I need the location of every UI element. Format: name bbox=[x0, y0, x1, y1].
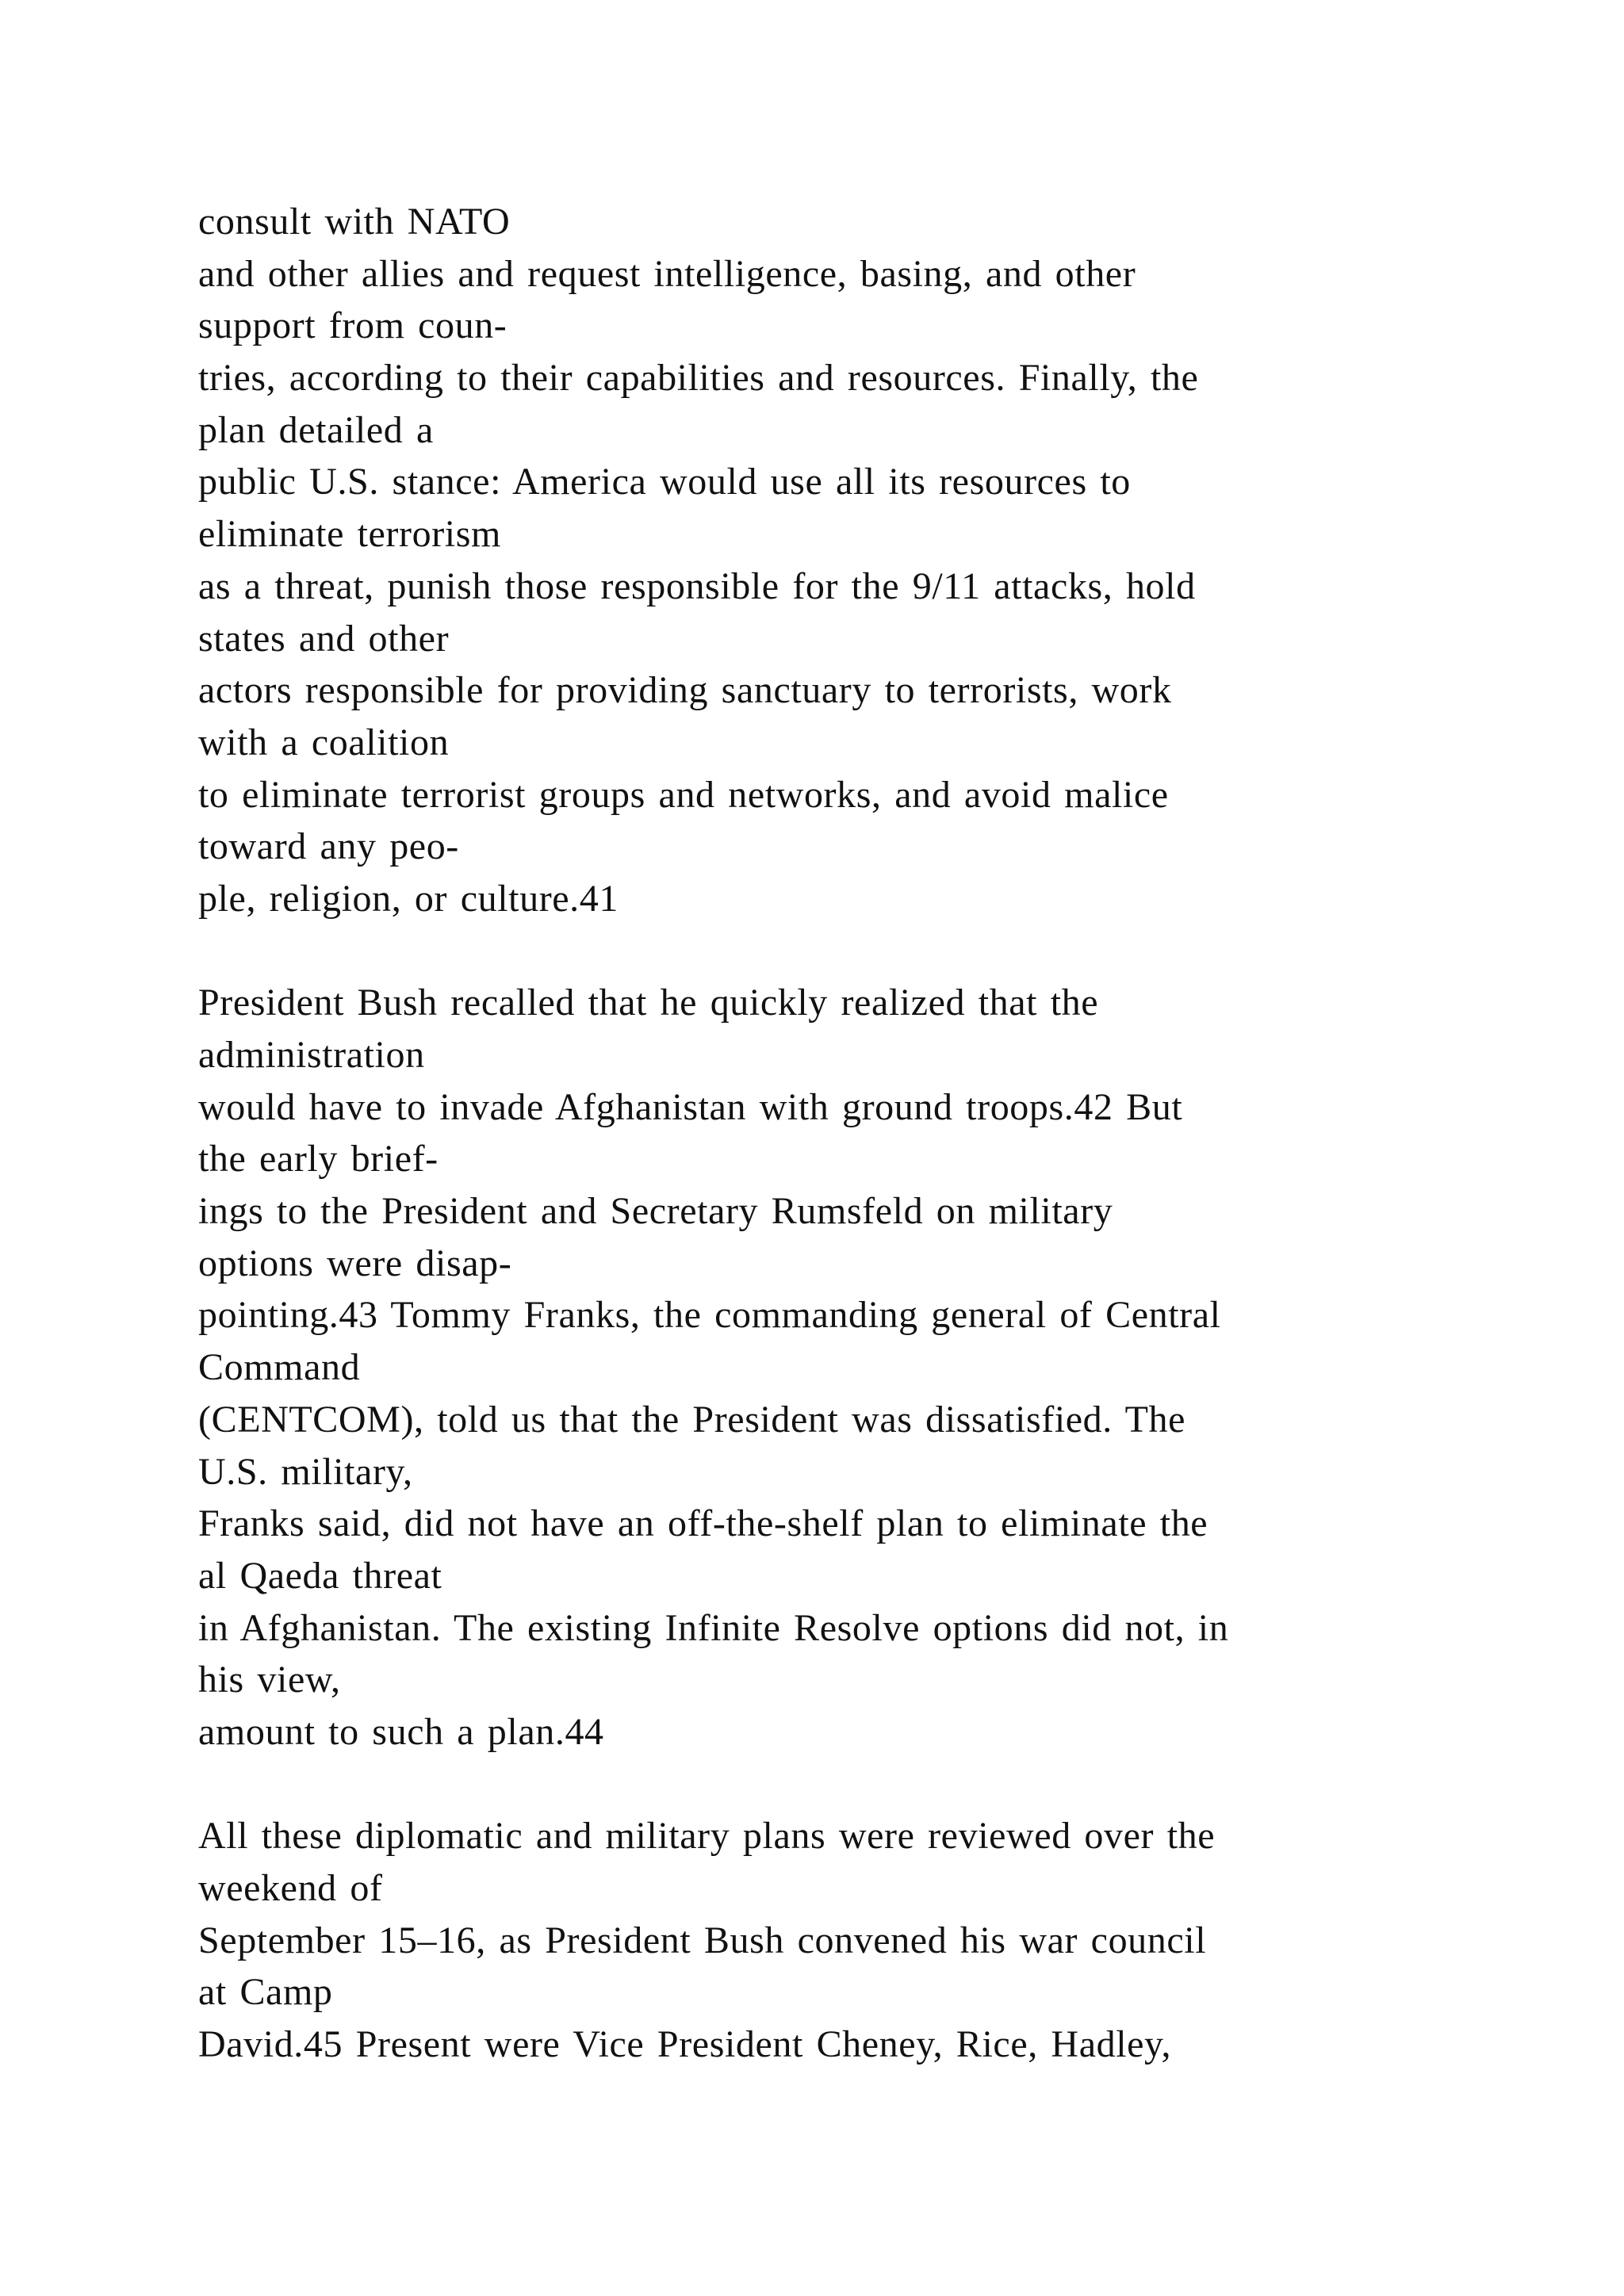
text-line: states and other bbox=[198, 617, 450, 660]
document-body-text bbox=[198, 196, 1546, 2071]
text-line: All these diplomatic and military plans were reviewed over the bbox=[198, 1815, 1216, 1858]
text-line: options were disap- bbox=[198, 1242, 512, 1284]
text-line: weekend of bbox=[198, 1867, 383, 1909]
text-line: public U.S. stance: America would use all its resources to bbox=[198, 461, 1131, 503]
text-line: to eliminate terrorist groups and networks, and avoid malice bbox=[198, 773, 1169, 816]
text-line: David.45 Present were Vice President Cheney, Rice, Hadley, bbox=[198, 2023, 1172, 2066]
text-line: plan detailed a bbox=[198, 408, 434, 451]
text-line: and other allies and request intelligence, basing, and other bbox=[198, 252, 1136, 295]
text-line: (CENTCOM), told us that the President was dissatisfied. The bbox=[198, 1398, 1186, 1441]
text-line: al Qaeda threat bbox=[198, 1554, 442, 1597]
text-line: tries, according to their capabilities and resources. Finally, the bbox=[198, 357, 1199, 400]
text-line: September 15–16, as President Bush convened his war council bbox=[198, 1919, 1207, 1961]
text-line: would have to invade Afghanistan with ground troops.42 But bbox=[198, 1085, 1183, 1128]
text-line: toward any peo- bbox=[198, 825, 459, 868]
text-line: actors responsible for providing sanctuary to terrorists, work bbox=[198, 669, 1172, 712]
paragraph-break bbox=[198, 925, 1546, 978]
text-line: the early brief- bbox=[198, 1138, 439, 1181]
text-line: support from coun- bbox=[198, 304, 508, 347]
text-line: Franks said, did not have an off-the-shelf plan to eliminate the bbox=[198, 1502, 1208, 1545]
text-line: eliminate terrorism bbox=[198, 513, 501, 556]
paragraph-break bbox=[198, 1758, 1546, 1811]
text-line: administration bbox=[198, 1034, 425, 1076]
text-line: ings to the President and Secretary Rumsfeld on military bbox=[198, 1190, 1113, 1233]
text-line: in Afghanistan. The existing Infinite Resolve options did not, in bbox=[198, 1606, 1229, 1649]
text-line: U.S. military, bbox=[198, 1450, 413, 1493]
text-line: ple, religion, or culture.41 bbox=[198, 877, 619, 920]
text-line: Command bbox=[198, 1346, 361, 1389]
text-line: his view, bbox=[198, 1659, 341, 1701]
text-line: pointing.43 Tommy Franks, the commanding general of Central bbox=[198, 1294, 1221, 1337]
text-line: as a threat, punish those responsible for the 9/11 attacks, hold bbox=[198, 564, 1196, 607]
text-line: at Camp bbox=[198, 1971, 333, 2014]
text-line: President Bush recalled that he quickly realized that the bbox=[198, 982, 1099, 1024]
text-line: with a coalition bbox=[198, 721, 450, 763]
text-line: consult with NATO bbox=[198, 201, 511, 243]
text-line: amount to such a plan.44 bbox=[198, 1710, 604, 1753]
